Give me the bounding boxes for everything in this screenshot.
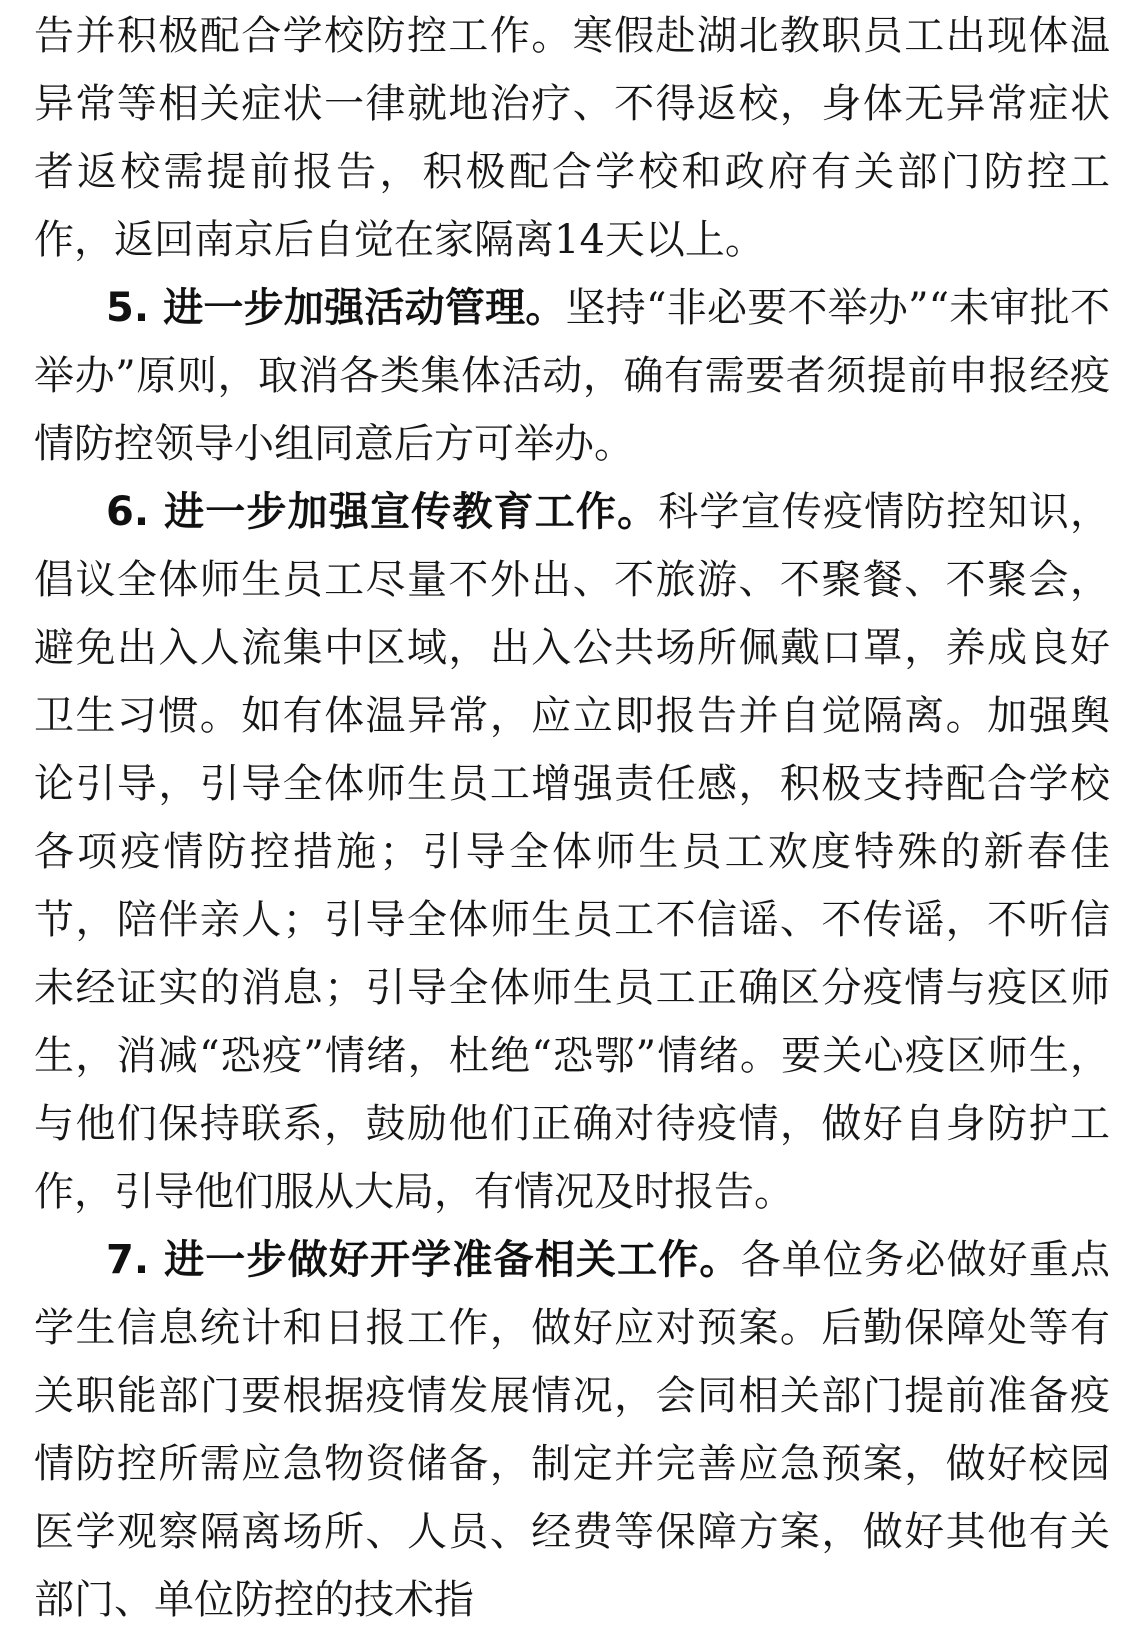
section-heading: 7. 进一步做好开学准备相关工作。 <box>106 1237 741 1283</box>
document-page <box>34 2 1110 1634</box>
paragraph-school-opening-prep <box>34 1226 1110 1634</box>
paragraph-body: 告并积极配合学校防控工作。寒假赴湖北教职员工出现体温异常等相关症状一律就地治疗、不得返校，身体无异常症状者返校需提前报告，积极配合学校和政府有关部门防控工作，返回南京后自觉在家隔离14天以上。 <box>34 13 1110 263</box>
section-heading: 5. 进一步加强活动管理。 <box>106 285 566 331</box>
paragraph-return-quarantine <box>34 2 1110 274</box>
paragraph-activity-management <box>34 274 1110 478</box>
section-heading: 6. 进一步加强宣传教育工作。 <box>106 489 659 535</box>
paragraph-body: 科学宣传疫情防控知识，倡议全体师生员工尽量不外出、不旅游、不聚餐、不聚会，避免出入人流集中区域，出入公共场所佩戴口罩，养成良好卫生习惯。如有体温异常，应立即报告并自觉隔离。加强舆论引导，引导全体师生员工增强责任感，积极支持配合学校各项疫情防控措施；引导全体师生员工欢度特殊的新春佳节，陪伴亲人；引导全体师生员工不信谣、不传谣，不听信未经证实的消息；引导全体师生员工正确区分疫情与疫区师生，消减“恐疫”情绪，杜绝“恐鄂”情绪。要关心疫区师生，与他们保持联系，鼓励他们正确对待疫情，做好自身防护工作，引导他们服从大局，有情况及时报告。 <box>34 489 1111 1215</box>
paragraph-publicity-education <box>34 478 1110 1226</box>
paragraph-body: 坚持“非必要不举办”“未审批不举办”原则，取消各类集体活动，确有需要者须提前申报经疫情防控领导小组同意后方可举办。 <box>34 285 1110 467</box>
paragraph-body: 各单位务必做好重点学生信息统计和日报工作，做好应对预案。后勤保障处等有关职能部门要根据疫情发展情况，会同相关部门提前准备疫情防控所需应急物资储备，制定并完善应急预案，做好校园医学观察隔离场所、人员、经费等保障方案，做好其他有关部门、单位防控的技术指 <box>34 1237 1111 1623</box>
